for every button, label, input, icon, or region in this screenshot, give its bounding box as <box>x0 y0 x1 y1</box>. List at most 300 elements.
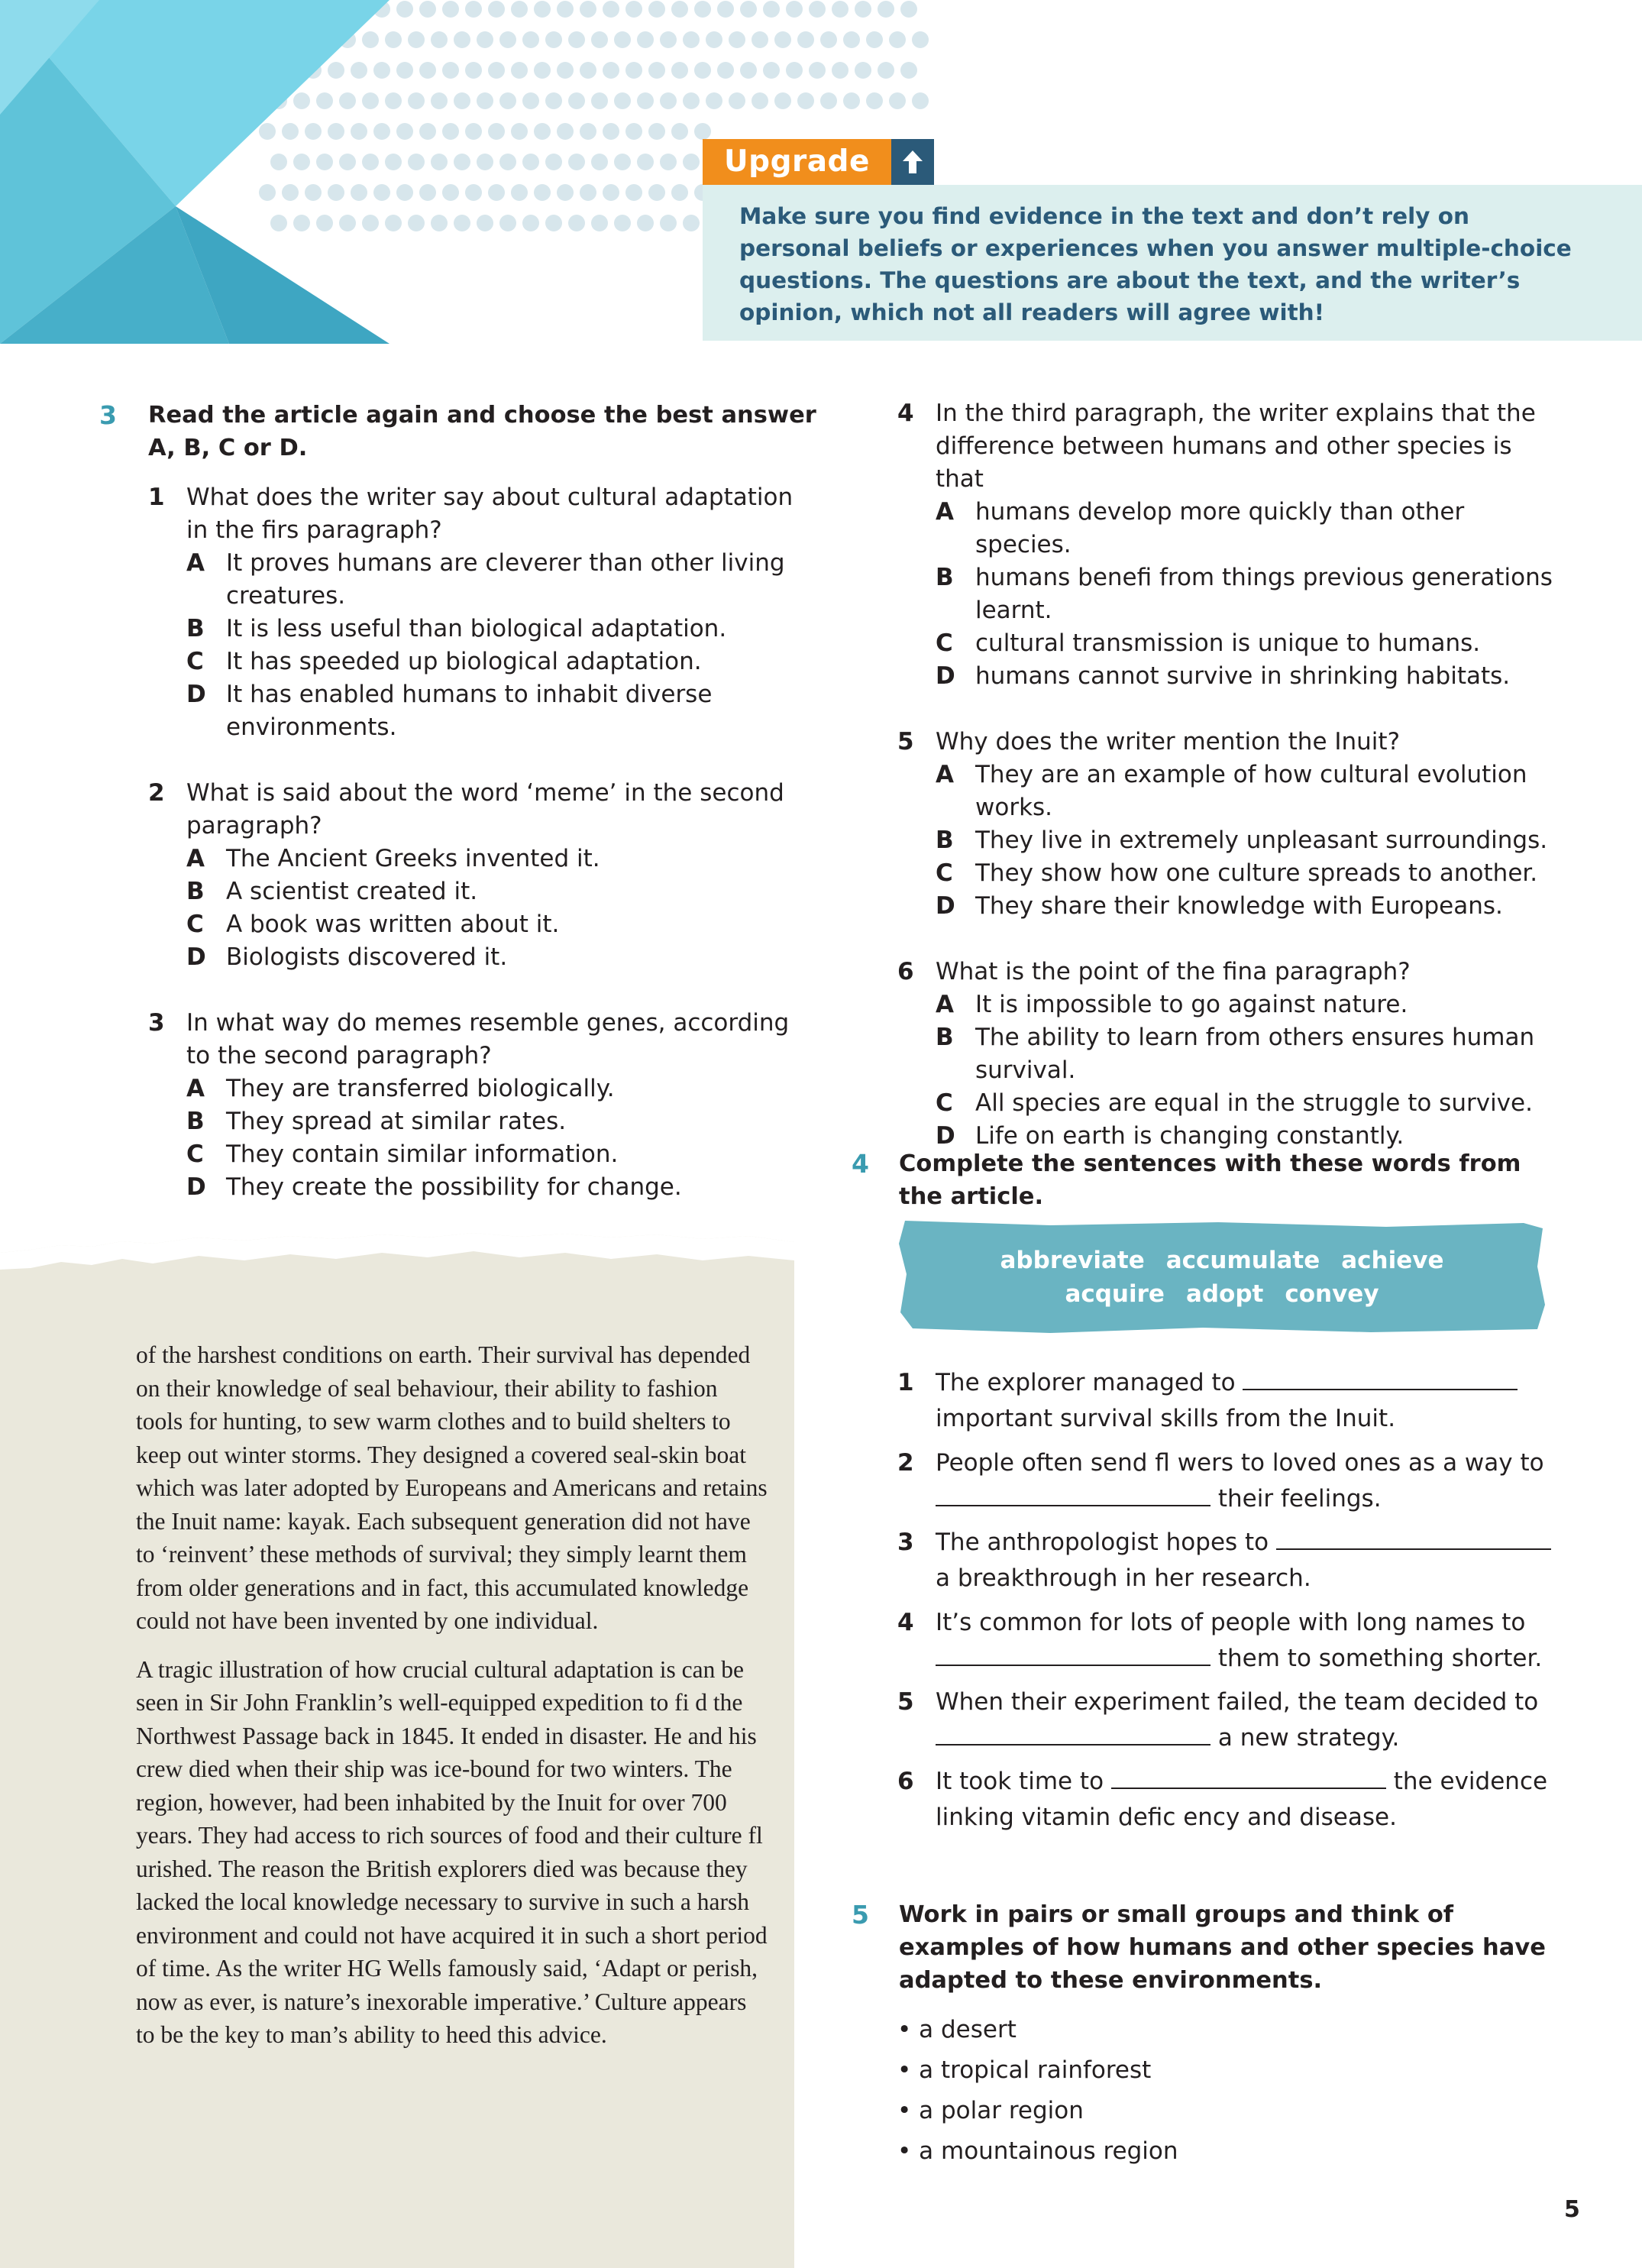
decor-dot <box>534 123 551 140</box>
decor-dot <box>614 31 631 48</box>
answer-option[interactable] <box>148 843 813 875</box>
gap-sentence-6 <box>897 1764 1554 1836</box>
option-letter: B <box>186 1108 205 1135</box>
option-letter: D <box>936 662 955 690</box>
decor-dot <box>442 123 459 140</box>
decor-dot <box>328 184 344 201</box>
sentence-number: 4 <box>897 1609 914 1636</box>
decor-dot <box>878 62 894 79</box>
exercise-5-title: Work in pairs or small groups and think of examples of how humans and other species have adapted to these environments. <box>899 1901 1546 1994</box>
word-item: acquire <box>1065 1280 1165 1308</box>
decor-dot <box>683 154 700 170</box>
decor-dot <box>488 123 505 140</box>
question-number: 1 <box>148 484 165 511</box>
decor-dot <box>499 154 516 170</box>
answer-blank[interactable] <box>936 1642 1210 1666</box>
decor-dot <box>305 184 322 201</box>
decor-dot <box>499 31 516 48</box>
answer-option[interactable] <box>897 759 1554 824</box>
decor-dot <box>454 31 470 48</box>
decor-dot <box>270 154 287 170</box>
decor-dot <box>580 184 596 201</box>
option-text: They show how one culture spreads to another. <box>975 859 1538 887</box>
decor-dot <box>660 154 677 170</box>
decor-dot <box>683 215 700 231</box>
answer-option[interactable] <box>897 824 1554 857</box>
option-text: A scientist created it. <box>226 878 478 905</box>
questions-left-column <box>148 481 813 1204</box>
sentence-text: People often send fl wers to loved ones as a way to <box>936 1449 1544 1477</box>
decor-dot <box>305 123 322 140</box>
answer-option[interactable] <box>148 941 813 974</box>
decor-dot <box>419 62 436 79</box>
decor-dot <box>866 92 883 109</box>
answer-option[interactable] <box>148 613 813 645</box>
exercise-4-title: Complete the sentences with these words from the article. <box>899 1150 1521 1210</box>
question-number: 2 <box>148 779 165 807</box>
decor-dot <box>763 1 780 18</box>
exercise-4-number: 4 <box>852 1149 869 1179</box>
decor-dot <box>671 123 688 140</box>
option-text: The Ancient Greeks invented it. <box>226 845 600 872</box>
decor-dot <box>797 31 814 48</box>
exercise-3-number: 3 <box>99 400 117 430</box>
option-letter: C <box>936 859 953 887</box>
sentence-text: the evidence linking vitamin defic ency and disease. <box>936 1768 1548 1831</box>
decor-dot <box>465 184 482 201</box>
decor-dot <box>591 92 608 109</box>
decor-dot <box>912 31 929 48</box>
decor-dot <box>717 62 734 79</box>
decor-dot <box>454 215 470 231</box>
decor-dot <box>843 92 860 109</box>
answer-option[interactable] <box>148 1105 813 1138</box>
decor-dot <box>706 31 722 48</box>
decor-dot <box>465 1 482 18</box>
decor-dot <box>477 215 493 231</box>
question-text: What is the point of the fina paragraph? <box>936 958 1411 985</box>
question-number: 4 <box>897 400 914 427</box>
decor-dot <box>396 1 413 18</box>
question-text: Why does the writer mention the Inuit? <box>936 728 1401 755</box>
decor-dot <box>477 154 493 170</box>
answer-option[interactable] <box>897 1021 1554 1087</box>
decor-dot <box>855 1 871 18</box>
decor-dot <box>442 62 459 79</box>
decor-dot <box>408 92 425 109</box>
decor-dot <box>603 184 619 201</box>
decor-dot <box>534 1 551 18</box>
decor-dot <box>591 31 608 48</box>
decor-dot <box>568 92 585 109</box>
decor-dot <box>637 92 654 109</box>
decor-dot <box>419 1 436 18</box>
option-letter: C <box>186 1140 204 1168</box>
decor-dot <box>648 62 665 79</box>
option-text: They share their knowledge with Europeans. <box>975 892 1503 920</box>
decor-dot <box>580 62 596 79</box>
decor-dot <box>339 154 356 170</box>
decor-dot <box>396 123 413 140</box>
option-text: They are transferred biologically. <box>226 1075 615 1102</box>
decor-dot <box>522 92 539 109</box>
decor-dot <box>339 215 356 231</box>
decor-dot <box>900 1 917 18</box>
decor-dot <box>694 62 711 79</box>
word-item: convey <box>1285 1280 1379 1308</box>
decor-dot <box>522 154 539 170</box>
decor-dot <box>614 215 631 231</box>
decor-dot <box>740 1 757 18</box>
article-text <box>136 1338 770 2067</box>
question-text: In the third paragraph, the writer explains that the difference between humans and other species is that <box>936 400 1536 493</box>
sentence-number: 2 <box>897 1449 914 1477</box>
decor-dot <box>442 1 459 18</box>
decor-dot <box>373 123 390 140</box>
decor-dot <box>786 1 803 18</box>
arrow-up-icon <box>891 139 934 185</box>
option-text: cultural transmission is unique to humans. <box>975 629 1481 657</box>
option-letter: C <box>186 911 204 938</box>
decor-dot <box>545 31 562 48</box>
decor-dot <box>270 215 287 231</box>
sentence-number: 6 <box>897 1768 914 1795</box>
option-letter: B <box>936 827 954 854</box>
decor-dot <box>568 31 585 48</box>
answer-option[interactable] <box>148 1138 813 1171</box>
option-letter: D <box>186 681 206 708</box>
upgrade-tip-text: Make sure you find evidence in the text and don’t rely on personal beliefs or experiences when you answer multiple-choice questions. The questions are about the text, and the writer’s opinion, which not all readers will agree with! <box>739 203 1572 325</box>
gap-sentence-4 <box>897 1605 1554 1677</box>
decor-dot <box>328 123 344 140</box>
option-text: humans benefi from things previous generations learnt. <box>975 564 1553 624</box>
answer-option[interactable] <box>897 988 1554 1021</box>
decor-dot <box>637 215 654 231</box>
decor-dot <box>717 1 734 18</box>
decor-dot <box>373 184 390 201</box>
option-text: All species are equal in the struggle to survive. <box>975 1089 1533 1117</box>
answer-option[interactable] <box>897 857 1554 890</box>
word-item: abbreviate <box>1000 1247 1145 1274</box>
question-text: What does the writer say about cultural adaptation in the firs paragraph? <box>186 484 794 544</box>
option-letter: A <box>936 761 954 788</box>
option-text: Life on earth is changing constantly. <box>975 1122 1404 1150</box>
decor-dot <box>557 184 574 201</box>
question-6 <box>897 956 1554 1153</box>
decor-dot <box>568 154 585 170</box>
option-letter: D <box>186 1173 206 1201</box>
decor-dot <box>625 1 642 18</box>
decor-dot <box>351 184 367 201</box>
decor-dot <box>385 31 402 48</box>
decor-dot <box>282 184 299 201</box>
decor-dot <box>878 1 894 18</box>
decor-dot <box>797 92 814 109</box>
option-text: It is less useful than biological adaptation. <box>226 615 727 642</box>
decor-dot <box>396 184 413 201</box>
decor-dot <box>454 154 470 170</box>
option-text: It has enabled humans to inhabit diverse environments. <box>226 681 713 741</box>
article-paragraph: of the harshest conditions on earth. Their survival has depended on their knowledge of seal behaviour, their ability to fashion tools for hunting, to sew warm clothes and to build shelters to keep out winter storms. They designed a covered seal-skin boat which was later adopted by Europeans and Americans and retains the Inuit name: kayak. Each subsequent generation did not have to ‘reinvent’ these methods of survival; they simply learnt them from older generations and in fact, this accumulated knowledge could not have been invented by one individual. <box>136 1341 768 1634</box>
answer-option[interactable] <box>897 660 1554 693</box>
gap-sentence-1 <box>897 1365 1554 1437</box>
decor-dot <box>614 92 631 109</box>
decor-dot <box>752 31 768 48</box>
question-2 <box>148 777 813 974</box>
word-item: adopt <box>1185 1280 1264 1308</box>
decor-dot <box>889 31 906 48</box>
decor-dot <box>511 1 528 18</box>
option-text: humans cannot survive in shrinking habitats. <box>975 662 1511 690</box>
answer-option[interactable] <box>148 645 813 678</box>
option-letter: D <box>936 892 955 920</box>
decor-dot <box>351 62 367 79</box>
decor-dot <box>465 62 482 79</box>
decor-dot <box>316 154 333 170</box>
question-number: 3 <box>148 1009 165 1037</box>
option-letter: C <box>936 629 953 657</box>
decor-dot <box>832 62 848 79</box>
sentence-text: The explorer managed to <box>936 1369 1236 1396</box>
decor-dot <box>625 123 642 140</box>
decor-dot <box>522 31 539 48</box>
answer-option[interactable] <box>148 1073 813 1105</box>
decor-dot <box>820 31 837 48</box>
decor-dot <box>385 154 402 170</box>
decor-dot <box>843 31 860 48</box>
decor-dot <box>660 31 677 48</box>
decor-dot <box>591 215 608 231</box>
decor-dot <box>625 184 642 201</box>
option-text: They are an example of how cultural evolution works. <box>975 761 1527 821</box>
option-text: humans develop more quickly than other species. <box>975 498 1465 558</box>
decor-dot <box>774 92 791 109</box>
decor-dot <box>706 92 722 109</box>
decor-dot <box>648 1 665 18</box>
question-text: What is said about the word ‘meme’ in the second paragraph? <box>186 779 784 840</box>
option-text: It is impossible to go against nature. <box>975 991 1408 1018</box>
option-letter: C <box>186 648 204 675</box>
decor-dot <box>442 184 459 201</box>
question-5 <box>897 726 1554 923</box>
decor-dot <box>396 62 413 79</box>
decor-dot <box>729 31 745 48</box>
decor-dot <box>809 62 826 79</box>
option-letter: A <box>186 549 205 577</box>
decor-dot <box>316 215 333 231</box>
option-letter: D <box>936 1122 955 1150</box>
sentence-text: a new strategy. <box>1217 1724 1400 1752</box>
decor-dot <box>694 1 711 18</box>
decor-dot <box>832 1 848 18</box>
decor-dot <box>293 92 310 109</box>
option-text: It has speeded up biological adaptation. <box>226 648 702 675</box>
option-text: A book was written about it. <box>226 911 560 938</box>
page-number: 5 <box>1564 2196 1580 2223</box>
decor-dot <box>900 62 917 79</box>
bullet-item: • a mountainous region <box>897 2137 1178 2165</box>
decor-dot <box>591 154 608 170</box>
option-letter: B <box>936 564 954 591</box>
bullet-item: • a polar region <box>897 2097 1084 2124</box>
option-letter: C <box>936 1089 953 1117</box>
decor-dot <box>568 215 585 231</box>
option-letter: A <box>186 1075 205 1102</box>
decor-dot <box>488 184 505 201</box>
answer-option[interactable] <box>897 1087 1554 1120</box>
answer-blank[interactable] <box>1243 1366 1518 1390</box>
option-text: They live in extremely unpleasant surroundings. <box>975 827 1548 854</box>
decor-dot <box>866 31 883 48</box>
question-4 <box>897 397 1554 693</box>
question-text: In what way do memes resemble genes, according to the second paragraph? <box>186 1009 790 1069</box>
answer-option[interactable] <box>148 678 813 744</box>
sentence-text: important survival skills from the Inuit. <box>936 1405 1396 1432</box>
decor-dot <box>431 215 448 231</box>
decor-dot <box>385 215 402 231</box>
answer-option[interactable] <box>148 908 813 941</box>
decor-dot <box>557 123 574 140</box>
option-text: Biologists discovered it. <box>226 943 508 971</box>
answer-blank[interactable] <box>936 1721 1210 1745</box>
decor-dot <box>557 1 574 18</box>
gap-sentence-5 <box>897 1684 1554 1756</box>
decor-dot <box>603 1 619 18</box>
decor-dot <box>259 184 276 201</box>
sentence-text: It took time to <box>936 1768 1104 1795</box>
exercise-5-number: 5 <box>852 1900 869 1930</box>
option-text: They contain similar information. <box>226 1140 619 1168</box>
decor-dot <box>763 62 780 79</box>
decor-dot <box>499 215 516 231</box>
decor-dot <box>339 92 356 109</box>
decor-dot <box>774 31 791 48</box>
decor-dot <box>534 62 551 79</box>
answer-option[interactable] <box>897 496 1554 561</box>
gap-sentence-2 <box>897 1445 1554 1517</box>
question-number: 5 <box>897 728 914 755</box>
decor-dot <box>259 123 276 140</box>
decor-dot <box>671 184 688 201</box>
decor-dot <box>557 62 574 79</box>
decor-dot <box>511 184 528 201</box>
decor-dot <box>293 215 310 231</box>
decor-dot <box>614 154 631 170</box>
decor-dot <box>511 62 528 79</box>
gap-sentence-3 <box>897 1525 1554 1597</box>
decor-dot <box>889 92 906 109</box>
decor-dot <box>545 215 562 231</box>
questions-right-column <box>897 397 1554 1153</box>
upgrade-tag <box>703 139 934 185</box>
decor-dot <box>786 62 803 79</box>
decor-dot <box>603 62 619 79</box>
answer-option[interactable] <box>897 890 1554 923</box>
decor-dot <box>477 92 493 109</box>
option-letter: B <box>186 878 205 905</box>
option-text: It proves humans are cleverer than other living creatures. <box>226 549 785 610</box>
sentence-text: The anthropologist hopes to <box>936 1529 1269 1556</box>
sentence-number: 5 <box>897 1688 914 1716</box>
answer-blank[interactable] <box>936 1482 1210 1506</box>
decor-dot <box>373 62 390 79</box>
option-text: They create the possibility for change. <box>226 1173 682 1201</box>
decor-dot <box>362 92 379 109</box>
decor-dot <box>648 184 665 201</box>
answer-option[interactable] <box>897 627 1554 660</box>
decor-dot <box>729 92 745 109</box>
option-letter: A <box>936 498 954 526</box>
answer-option[interactable] <box>148 875 813 908</box>
decor-dot <box>431 154 448 170</box>
sentence-text: It’s common for lots of people with long names to <box>936 1609 1526 1636</box>
decor-dot <box>419 184 436 201</box>
decor-dot <box>660 92 677 109</box>
answer-option[interactable] <box>148 547 813 613</box>
option-letter: B <box>186 615 205 642</box>
decor-dot <box>637 154 654 170</box>
decor-dot <box>328 62 344 79</box>
option-letter: A <box>186 845 205 872</box>
decor-dot <box>694 123 711 140</box>
decor-dot <box>316 92 333 109</box>
decor-dot <box>408 154 425 170</box>
decor-dot <box>419 123 436 140</box>
decor-dot <box>671 62 688 79</box>
decor-dot <box>351 123 367 140</box>
decor-dot <box>603 123 619 140</box>
answer-blank[interactable] <box>1276 1525 1551 1550</box>
answer-option[interactable] <box>897 561 1554 627</box>
decor-dot <box>648 123 665 140</box>
decor-dot <box>488 1 505 18</box>
decor-dot <box>408 215 425 231</box>
decor-dot <box>637 31 654 48</box>
option-text: The ability to learn from others ensures human survival. <box>975 1024 1535 1084</box>
decor-dot <box>488 62 505 79</box>
question-number: 6 <box>897 958 914 985</box>
sentence-text: a breakthrough in her research. <box>936 1564 1311 1592</box>
word-item: achieve <box>1341 1247 1444 1274</box>
decor-dot <box>545 154 562 170</box>
decor-dot <box>362 154 379 170</box>
sentence-text: their feelings. <box>1217 1485 1382 1513</box>
sentence-number: 3 <box>897 1529 914 1556</box>
decor-dot <box>912 92 929 109</box>
decor-dot <box>385 92 402 109</box>
decor-dot <box>671 1 688 18</box>
bullet-item: • a desert <box>897 2016 1017 2043</box>
option-letter: B <box>936 1024 954 1051</box>
decor-dot <box>465 123 482 140</box>
decor-dot <box>522 215 539 231</box>
decor-dot <box>454 92 470 109</box>
decor-dot <box>545 92 562 109</box>
decor-dot <box>362 31 379 48</box>
decor-dot <box>362 215 379 231</box>
answer-blank[interactable] <box>1111 1765 1386 1789</box>
decor-dot <box>809 1 826 18</box>
option-letter: A <box>936 991 954 1018</box>
decor-dot <box>282 123 299 140</box>
decor-dot <box>683 92 700 109</box>
decor-dot <box>511 123 528 140</box>
sentence-number: 1 <box>897 1369 914 1396</box>
decor-dot <box>580 123 596 140</box>
answer-option[interactable] <box>148 1171 813 1204</box>
decor-dot <box>408 31 425 48</box>
decor-dot <box>477 31 493 48</box>
